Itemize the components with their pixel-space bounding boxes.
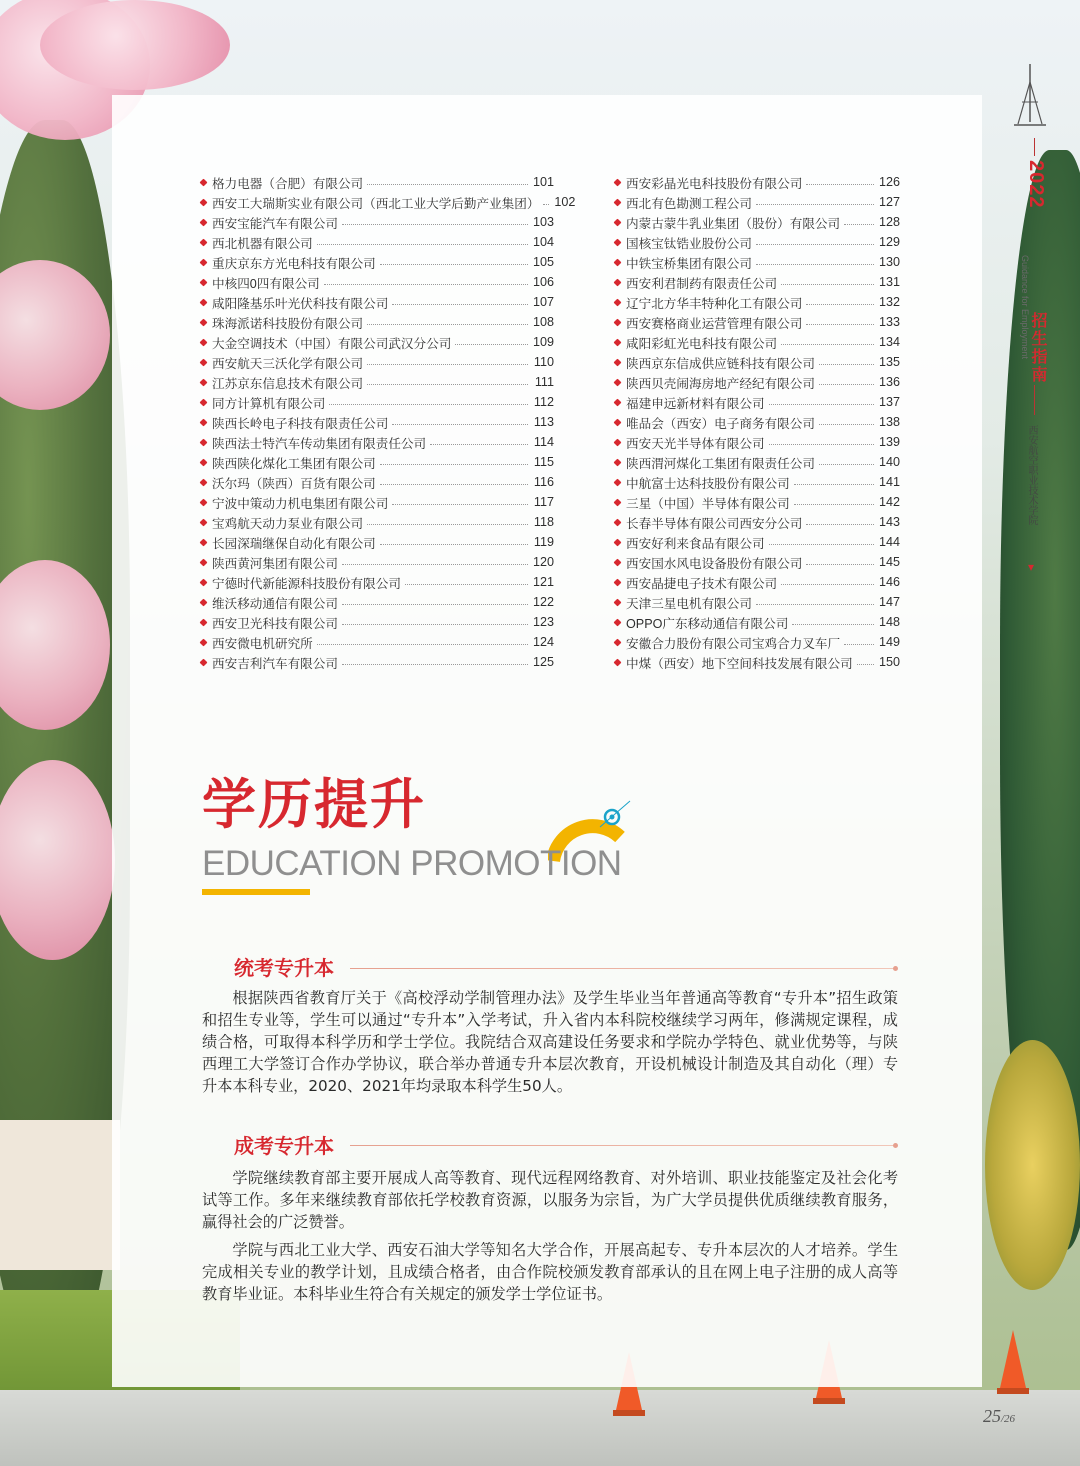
red-diamond-bullet-icon [614,619,621,626]
dot-leader [806,324,874,325]
dot-leader [844,224,874,225]
company-page-number: 138 [878,415,900,429]
red-diamond-bullet-icon [200,199,207,206]
company-name: 格力电器（合肥）有限公司 [212,176,364,191]
red-diamond-bullet-icon [200,299,207,306]
company-page-number: 122 [532,595,554,609]
dot-leader [329,404,528,405]
company-page-number: 139 [878,435,900,449]
dot-leader [794,484,874,485]
red-diamond-bullet-icon [614,519,621,526]
dot-leader [781,344,874,345]
dot-leader [380,544,528,545]
red-diamond-bullet-icon [614,459,621,466]
dot-leader [392,424,528,425]
company-page-number: 135 [878,355,900,369]
company-list-item [200,232,554,252]
company-name: OPPO广东移动通信有限公司 [626,616,789,631]
company-page-number: 130 [878,255,900,269]
side-year: 2022 [1025,160,1047,209]
dot-leader [317,244,528,245]
company-list-item [200,172,554,192]
company-name: 咸阳彩虹光电科技有限公司 [626,336,778,351]
company-name: 辽宁北方华丰特种化工有限公司 [626,296,803,311]
red-diamond-bullet-icon [200,179,207,186]
company-name: 西安晶捷电子技术有限公司 [626,576,778,591]
company-list-item [200,552,554,572]
company-page-number: 137 [878,395,900,409]
dot-leader [380,464,528,465]
company-page-number: 136 [878,375,900,389]
dot-leader [392,304,528,305]
company-page-number: 112 [533,395,554,409]
company-list-item [200,192,576,212]
section-heading-cn: 学历提升 [202,773,426,836]
dot-leader [806,564,874,565]
page-number [983,1406,1015,1427]
company-name: 西安工大瑞斯实业有限公司（西北工业大学后勤产业集团） [212,196,540,211]
company-list-item [200,432,554,452]
red-diamond-bullet-icon [614,579,621,586]
section-rule-dot [893,966,898,971]
dot-leader [367,364,528,365]
side-english-caption: Guidance for Employment [1020,255,1030,360]
company-name: 同方计算机有限公司 [212,396,326,411]
company-page-number: 116 [533,475,554,489]
company-list-item [614,252,900,272]
section-rule [350,968,895,969]
company-page-number: 134 [878,335,900,349]
red-diamond-bullet-icon [200,579,207,586]
company-name: 珠海派诺科技股份有限公司 [212,316,364,331]
company-list-left [200,172,576,672]
company-list-item [200,252,554,272]
company-page-number: 103 [532,215,554,229]
background-road [0,1390,1080,1466]
red-diamond-bullet-icon [200,459,207,466]
company-page-number: 102 [554,195,576,209]
section-rule-dot [893,1143,898,1148]
company-list-item [200,512,554,532]
company-name: 陕西陕化煤化工集团有限公司 [212,456,376,471]
company-page-number: 125 [532,655,554,669]
company-name: 咸阳隆基乐叶光伏科技有限公司 [212,296,389,311]
company-page-number: 115 [533,455,554,469]
dot-leader [781,584,874,585]
red-diamond-bullet-icon [200,279,207,286]
company-page-number: 131 [878,275,900,289]
dot-leader [806,304,874,305]
red-diamond-bullet-icon [200,479,207,486]
dot-leader [756,244,874,245]
red-diamond-bullet-icon [200,519,207,526]
company-list-item [614,372,900,392]
red-diamond-bullet-icon [614,639,621,646]
dot-leader [392,504,528,505]
red-diamond-bullet-icon [200,539,207,546]
company-list-item [200,392,554,412]
dot-leader [857,664,874,665]
dot-leader [430,444,528,445]
dot-leader [342,624,528,625]
background-yellow-tree [985,1040,1080,1290]
company-page-number: 140 [878,455,900,469]
red-diamond-bullet-icon [614,299,621,306]
red-diamond-bullet-icon [614,239,621,246]
company-name: 内蒙古蒙牛乳业集团（股份）有限公司 [626,216,841,231]
background-building [0,1120,120,1270]
red-diamond-bullet-icon [614,539,621,546]
company-page-number: 107 [532,295,554,309]
company-list-item [614,352,900,372]
red-diamond-bullet-icon [614,399,621,406]
company-list-item [200,272,554,292]
company-page-number: 111 [534,375,554,389]
dot-leader [819,384,874,385]
company-list-item [200,492,554,512]
red-diamond-bullet-icon [614,439,621,446]
red-diamond-bullet-icon [200,239,207,246]
company-list-item [614,552,900,572]
company-page-number: 141 [878,475,900,489]
company-list-item [614,192,900,212]
traffic-cone [1000,1330,1026,1388]
company-name: 西安赛格商业运营管理有限公司 [626,316,803,331]
company-page-number: 121 [532,575,554,589]
dot-leader [756,204,874,205]
company-list-item [200,572,554,592]
company-name: 西安彩晶光电科技股份有限公司 [626,176,803,191]
dot-leader [367,524,528,525]
company-list-item [614,492,900,512]
red-diamond-bullet-icon [200,559,207,566]
side-arrow-icon: ▾ [1028,560,1035,574]
company-name: 国核宝钛锆业股份公司 [626,236,752,251]
company-page-number: 145 [878,555,900,569]
company-name: 中核四0四有限公司 [212,276,320,291]
dot-leader [367,184,528,185]
company-name: 西安天光半导体有限公司 [626,436,765,451]
company-list-item [200,292,554,312]
company-page-number: 124 [532,635,554,649]
company-name: 陕西贝壳闹海房地产经纪有限公司 [626,376,815,391]
company-name: 中铁宝桥集团有限公司 [626,256,752,271]
company-name: 中煤（西安）地下空间科技发展有限公司 [626,656,853,671]
company-list-item [200,212,554,232]
company-list-item [200,592,554,612]
company-list-item [614,632,900,652]
company-name: 江苏京东信息技术有限公司 [212,376,364,391]
company-name: 宝鸡航天动力泵业有限公司 [212,516,364,531]
section1-paragraph: 根据陕西省教育厅关于《高校浮动学制管理办法》及学生毕业当年普通高等教育“专升本”招生政策和招生专业等，学生可以通过“专升本”入学考试，升入省内本科院校继续学习两年，修满规定课程，成绩合格，可取得本科学历和学士学位。我院结合双高建设任务要求和学院办学特色、就业优势等，与陕西理工大学签订合作办学协议，联合举办普通专升本层次教育，开设机械设计制造及其自动化（理）专升本本科专业，2020、2021年均录取本科学生50人。 [202,989,898,1095]
company-list-right [614,172,900,672]
company-list-item [614,392,900,412]
company-page-number: 132 [878,295,900,309]
company-page-number: 119 [533,535,554,549]
company-page-number: 148 [878,615,900,629]
company-page-number: 113 [533,415,554,429]
section-title-tongkao: 统考专升本 [234,956,334,980]
red-diamond-bullet-icon [614,279,621,286]
dot-leader [455,344,528,345]
red-diamond-bullet-icon [614,179,621,186]
side-divider [1034,385,1035,415]
company-list-item [200,472,554,492]
red-diamond-bullet-icon [200,339,207,346]
red-diamond-bullet-icon [614,259,621,266]
dot-leader [405,584,528,585]
company-name: 西安利君制药有限责任公司 [626,276,778,291]
red-diamond-bullet-icon [614,199,621,206]
company-page-number: 123 [532,615,554,629]
company-name: 长春半导体有限公司西安分公司 [626,516,803,531]
dot-leader [342,604,528,605]
company-page-number: 101 [532,175,554,189]
company-list-item [614,532,900,552]
red-diamond-bullet-icon [614,499,621,506]
company-page-number: 108 [532,315,554,329]
red-diamond-bullet-icon [200,639,207,646]
red-diamond-bullet-icon [200,619,207,626]
company-list-item [614,212,900,232]
red-diamond-bullet-icon [200,379,207,386]
dot-leader [769,404,874,405]
company-name: 福建申远新材料有限公司 [626,396,765,411]
company-list-item [614,412,900,432]
company-list-item [200,312,554,332]
company-name: 宁德时代新能源科技股份有限公司 [212,576,401,591]
company-name: 西安微电机研究所 [212,636,313,651]
company-name: 陕西长岭电子科技有限责任公司 [212,416,389,431]
company-list-item [200,452,554,472]
red-diamond-bullet-icon [200,659,207,666]
company-list-item [614,332,900,352]
red-diamond-bullet-icon [614,359,621,366]
company-page-number: 128 [878,215,900,229]
tower-logo-icon [1010,62,1050,132]
dot-leader [543,204,549,205]
dot-leader [380,264,528,265]
page-number-other: /26 [1001,1413,1016,1425]
company-list-item [200,612,554,632]
company-list-item [614,572,900,592]
company-name: 安徽合力股份有限公司宝鸡合力叉车厂 [626,636,841,651]
company-page-number: 110 [533,355,554,369]
company-page-number: 147 [878,595,900,609]
company-list-item [614,452,900,472]
company-name: 西安吉利汽车有限公司 [212,656,338,671]
red-diamond-bullet-icon [614,219,621,226]
dot-leader [819,424,874,425]
company-name: 西北有色勘测工程公司 [626,196,752,211]
red-diamond-bullet-icon [614,479,621,486]
company-name: 唯品会（西安）电子商务有限公司 [626,416,815,431]
company-list-item [614,232,900,252]
side-divider [1034,138,1035,156]
dot-leader [769,544,874,545]
heading-underline [202,889,310,895]
blossom-cluster [40,0,230,90]
company-page-number: 106 [532,275,554,289]
company-list-item [200,372,554,392]
company-name: 西安航天三沃化学有限公司 [212,356,364,371]
company-name: 中航富士达科技股份有限公司 [626,476,790,491]
company-name: 西安宝能汽车有限公司 [212,216,338,231]
company-name: 西安国水风电设备股份有限公司 [626,556,803,571]
side-subtitle: 西安航空职业技术学院 [1026,425,1037,525]
company-name: 西安好利来食品有限公司 [626,536,765,551]
page-number-current: 25 [983,1406,1001,1426]
company-list-item [614,272,900,292]
company-list-item [200,332,554,352]
dot-leader [806,524,874,525]
dot-leader [756,264,874,265]
red-diamond-bullet-icon [614,379,621,386]
company-page-number: 117 [533,495,554,509]
dot-leader [317,644,528,645]
company-list-item [200,352,554,372]
dot-leader [781,284,874,285]
company-page-number: 109 [532,335,554,349]
red-diamond-bullet-icon [200,599,207,606]
company-name: 西安卫光科技有限公司 [212,616,338,631]
dot-leader [342,564,528,565]
dot-leader [806,184,874,185]
company-name: 维沃移动通信有限公司 [212,596,338,611]
company-page-number: 118 [533,515,554,529]
company-page-number: 144 [878,535,900,549]
company-name: 天津三星电机有限公司 [626,596,752,611]
company-name: 重庆京东方光电科技有限公司 [212,256,376,271]
red-diamond-bullet-icon [200,219,207,226]
company-list-item [614,472,900,492]
red-diamond-bullet-icon [614,319,621,326]
dot-leader [367,384,528,385]
company-list-item [614,312,900,332]
dot-leader [792,624,874,625]
company-page-number: 133 [878,315,900,329]
company-page-number: 126 [878,175,900,189]
red-diamond-bullet-icon [614,599,621,606]
company-list-item [614,592,900,612]
red-diamond-bullet-icon [200,419,207,426]
company-page-number: 105 [532,255,554,269]
company-page-number: 129 [878,235,900,249]
company-page-number: 114 [533,435,554,449]
company-page-number: 120 [532,555,554,569]
company-name: 宁波中策动力机电集团有限公司 [212,496,389,511]
company-page-number: 127 [878,195,900,209]
red-diamond-bullet-icon [200,319,207,326]
side-title: 招生指南 [1029,312,1046,384]
company-list-item [200,632,554,652]
dot-leader [756,604,874,605]
company-page-number: 104 [532,235,554,249]
red-diamond-bullet-icon [200,399,207,406]
dot-leader [380,484,528,485]
dot-leader [367,324,528,325]
dot-leader [819,364,874,365]
dot-leader [794,504,874,505]
company-page-number: 143 [878,515,900,529]
section-rule [350,1145,895,1146]
section-heading-en: EDUCATION PROMOTION [202,844,622,883]
section-title-chengkao: 成考专升本 [234,1134,334,1158]
company-name: 大金空调技术（中国）有限公司武汉分公司 [212,336,452,351]
red-diamond-bullet-icon [614,339,621,346]
company-name: 三星（中国）半导体有限公司 [626,496,790,511]
dot-leader [844,644,874,645]
company-list-item [200,652,554,672]
red-diamond-bullet-icon [200,439,207,446]
company-name: 长园深瑞继保自动化有限公司 [212,536,376,551]
company-name: 陕西黄河集团有限公司 [212,556,338,571]
red-diamond-bullet-icon [200,499,207,506]
company-page-number: 146 [878,575,900,589]
red-diamond-bullet-icon [614,419,621,426]
red-diamond-bullet-icon [614,559,621,566]
company-list-item [200,412,554,432]
company-list-item [200,532,554,552]
company-name: 陕西渭河煤化工集团有限责任公司 [626,456,815,471]
dot-leader [342,664,528,665]
dot-leader [342,224,528,225]
company-name: 沃尔玛（陕西）百货有限公司 [212,476,376,491]
section2-paragraph-2: 学院与西北工业大学、西安石油大学等知名大学合作，开展高起专、专升本层次的人才培养。学生完成相关专业的教学计划，且成绩合格者，由合作院校颁发教育部承认的且在网上电子注册的成人高等教育毕业证。本科毕业生符合有关规定的颁发学士学位证书。 [202,1241,898,1303]
company-name: 陕西京东信成供应链科技有限公司 [626,356,815,371]
section2-paragraph-1: 学院继续教育部主要开展成人高等教育、现代远程网络教育、对外培训、职业技能鉴定及社会化考试等工作。多年来继续教育部依托学校教育资源，以服务为宗旨，为广大学员提供优质继续教育服务，赢得社会的广泛赞誉。 [202,1169,898,1231]
company-list-item [614,432,900,452]
red-diamond-bullet-icon [614,659,621,666]
dot-leader [324,284,528,285]
red-diamond-bullet-icon [200,359,207,366]
company-name: 陕西法士特汽车传动集团有限责任公司 [212,436,427,451]
company-list-item [614,652,900,672]
red-diamond-bullet-icon [200,259,207,266]
company-page-number: 142 [878,495,900,509]
company-list-item [614,292,900,312]
company-page-number: 149 [878,635,900,649]
company-list-item [614,612,900,632]
company-page-number: 150 [878,655,900,669]
dot-leader [769,444,874,445]
dot-leader [819,464,874,465]
company-list-item [614,172,900,192]
company-list-item [614,512,900,532]
company-name: 西北机器有限公司 [212,236,313,251]
